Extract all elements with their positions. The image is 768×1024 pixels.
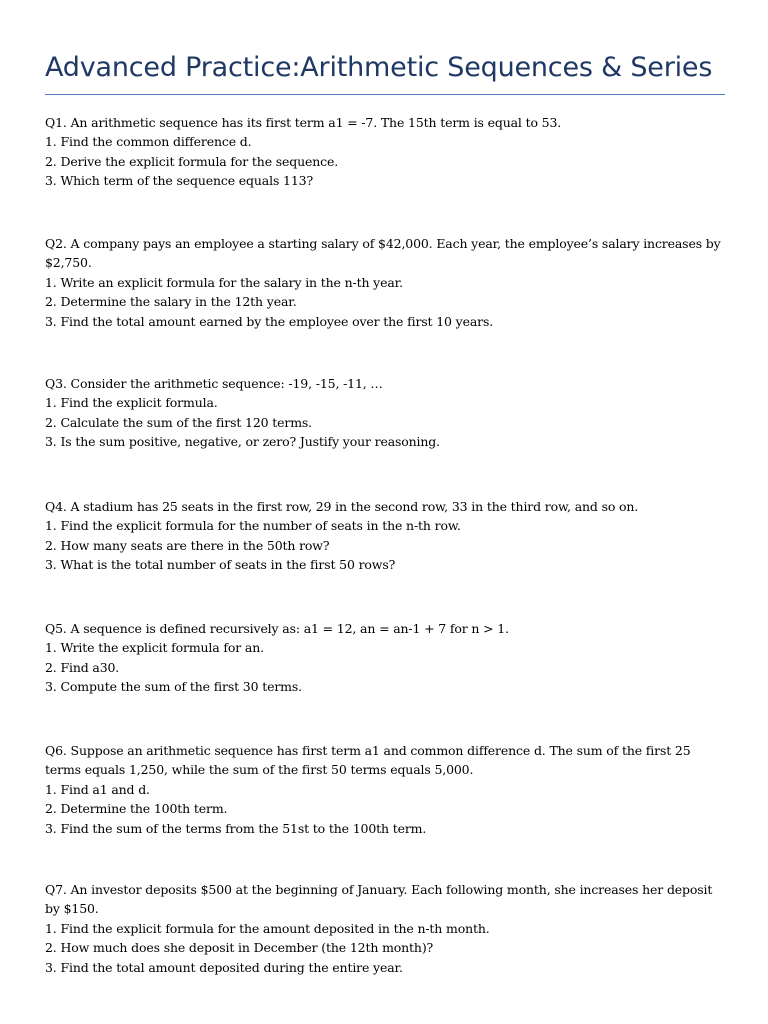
question-item: 2. Calculate the sum of the first 120 terms. — [45, 414, 312, 430]
question-item: 3. Is the sum positive, negative, or zero? Justify your reasoning. — [45, 434, 440, 450]
question-item: 1. Find a1 and d. — [45, 781, 150, 797]
page-title: Advanced Practice:Arithmetic Sequences & Series — [45, 52, 713, 83]
question-prompt: Q4. A stadium has 25 seats in the first row, 29 in the second row, 33 in the third row, and so on. — [45, 499, 639, 514]
question-prompt: Q5. A sequence is defined recursively as: a1 = 12, an = an-1 + 7 for n > 1. — [45, 621, 509, 636]
question-block — [45, 374, 725, 452]
question-item: 3. Compute the sum of the first 30 terms. — [45, 679, 302, 695]
question-item: 2. How many seats are there in the 50th row? — [45, 537, 330, 553]
question-block — [45, 497, 725, 575]
question-item: 1. Find the explicit formula for the amount deposited in the n-th month. — [45, 920, 490, 936]
question-item: 2. Determine the salary in the 12th year. — [45, 294, 297, 310]
question-item: 1. Find the explicit formula. — [45, 395, 218, 411]
question-item: 1. Find the explicit formula for the number of seats in the n-th row. — [45, 518, 461, 534]
title-underline — [45, 94, 725, 95]
question-block — [45, 880, 725, 977]
question-item: 1. Find the common difference d. — [45, 134, 252, 150]
question-item: 2. Derive the explicit formula for the sequence. — [45, 153, 339, 169]
question-item: 3. Find the total amount earned by the employee over the first 10 years. — [45, 313, 494, 329]
question-item: 2. Determine the 100th term. — [45, 801, 228, 817]
question-prompt: Q1. An arithmetic sequence has its first term a1 = -7. The 15th term is equal to 53. — [45, 115, 562, 130]
question-item: 2. Find a30. — [45, 659, 120, 675]
question-block — [45, 113, 725, 191]
question-prompt: Q3. Consider the arithmetic sequence: -19, -15, -11, … — [45, 376, 383, 391]
question-prompt: Q6. Suppose an arithmetic sequence has first term a1 and common difference d. The sum of the first 25 terms equals 1,250, while the sum of the first 50 terms equals 5,000. — [45, 743, 691, 778]
question-item: 3. What is the total number of seats in the first 50 rows? — [45, 557, 396, 573]
question-prompt: Q2. A company pays an employee a starting salary of $42,000. Each year, the employee’s salary increases by $2,750. — [45, 236, 721, 271]
question-item: 3. Find the sum of the terms from the 51st to the 100th term. — [45, 820, 427, 836]
question-item: 3. Which term of the sequence equals 113? — [45, 173, 313, 189]
question-item: 1. Write the explicit formula for an. — [45, 640, 264, 656]
question-item: 2. How much does she deposit in December (the 12th month)? — [45, 940, 434, 956]
question-block — [45, 741, 725, 838]
question-prompt: Q7. An investor deposits $500 at the beginning of January. Each following month, she increases her deposit by $150. — [45, 882, 713, 917]
question-item: 3. Find the total amount deposited during the entire year. — [45, 959, 403, 975]
question-item: 1. Write an explicit formula for the salary in the n-th year. — [45, 274, 403, 290]
question-block — [45, 619, 725, 697]
question-block — [45, 234, 725, 331]
